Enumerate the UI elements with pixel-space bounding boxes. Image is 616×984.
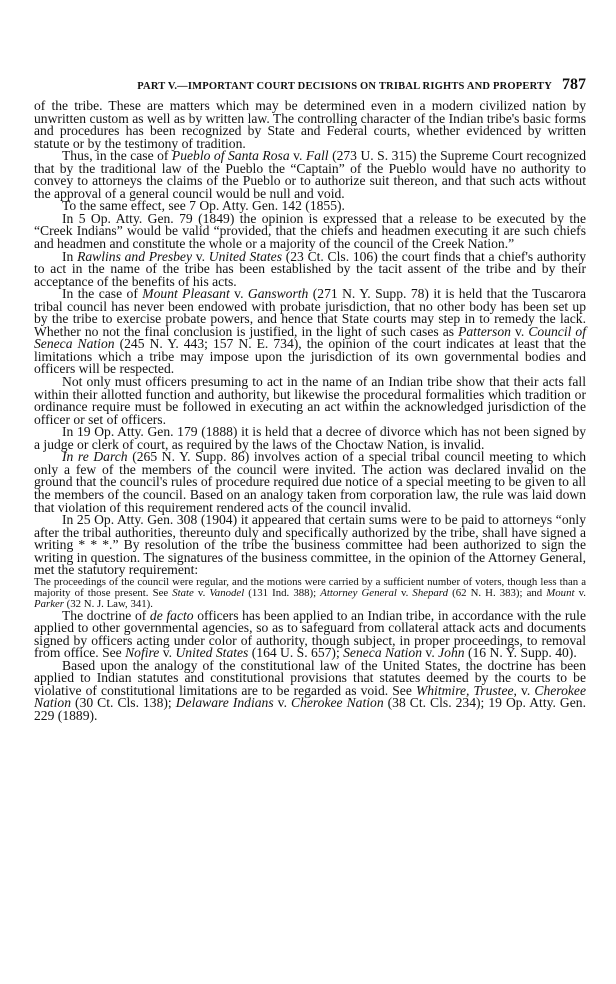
paragraph — [34, 248, 586, 289]
text-run: (273 U. S. 315) the Supreme Court recognized that by the traditional law of the Pueblo the “Captain” of the Pueblo would have no authority to convey to attorneys the claims of the Pueblo or to authorize suit thereon, and that such acts without the approval of a general council would be null and void. — [34, 148, 587, 201]
running-head — [34, 76, 586, 94]
paragraph — [34, 657, 586, 723]
text-run: v. — [229, 286, 248, 302]
text-run: v. — [510, 323, 529, 339]
text-run: The proceedings of the council were regular, and the motions were carried by a sufficient number of voters, though less than a majority of those present. See — [34, 575, 586, 599]
running-head-title: PART V.—IMPORTANT COURT DECISIONS ON TRIBAL RIGHTS AND PROPERTY — [137, 81, 552, 92]
text-run: (23 Ct. Cls. 106) the court finds that a chief's authority to act in the name of the tribe has been established by the tacit assent of the tribe and by their acceptance of the benefits of his acts. — [34, 248, 586, 289]
italic-run: Nofire — [125, 645, 160, 661]
text-run: In 25 Op. Atty. Gen. 308 (1904) it appeared that certain sums were to be paid to attorneys “only after the tribal authorities, thereunto duly and specifically authorized by the tribe, shall have signed a writing * * *.” By resolution of the tribe the business committee had been authorized to sign the writing in question. The signatures of the business committee, in the opinion of the Attorney General, met the statutory requirement: — [34, 512, 586, 578]
italic-run: State — [172, 586, 194, 599]
text-run: (62 N. H. 383); and — [448, 586, 547, 599]
italic-run: Mount — [546, 586, 575, 599]
text-run: Thus, in the case of — [62, 148, 172, 164]
italic-run: Vanodel — [209, 586, 245, 599]
text-run: , v. — [513, 682, 535, 698]
italic-run: Cherokee Nation — [291, 695, 384, 711]
text-run: officers has been applied to an Indian tribe, in accordance with the rule applied to other governmental agencies, so as to safeguard from collateral attack acts and documents signed by officers acting under color of authority, though subject, in proper proceedings, to removal from office. See — [34, 607, 586, 661]
text-run: (164 U. S. 657); — [248, 645, 344, 661]
text-run: In — [62, 248, 78, 264]
text-run: (38 Ct. Cls. 234); 19 Op. Atty. Gen. 229 (1889). — [34, 695, 586, 723]
paragraph — [34, 100, 586, 150]
text-run: (271 N. Y. Supp. 78) it is held that the Tuscarora tribal council has never been endowed with probate jurisdiction, that no other body has been set up by the tribe to exercise probate powers, and hence that State courts may step in to remedy the lack. Whether no not the final conclusion is justified, in the light of such cases as — [34, 286, 587, 339]
italic-run: United States — [208, 248, 282, 264]
text-run: v. — [396, 586, 413, 599]
italic-run: Pueblo of Santa Rosa — [171, 148, 290, 164]
italic-run: Attorney General — [320, 586, 397, 599]
italic-run: Cherokee Nation — [34, 682, 586, 711]
paragraph — [34, 288, 586, 376]
text-run: of the tribe. These are matters which may be determined even in a modern civilized nation by unwritten custom as well as by written law. The controlling character of the Indian tribe's basic forms and procedures has been recognized by State and Federal courts, whether evidenced by written statute or by the testimony of tradition. — [34, 98, 586, 151]
text-run: v. — [574, 586, 586, 599]
italic-run: Patterson — [458, 323, 511, 339]
italic-run: Gansworth — [247, 286, 309, 302]
italic-run: de facto — [149, 607, 194, 623]
text-run: To the same effect, see 7 Op. Atty. Gen. 142 (1855). — [62, 198, 345, 214]
text-run: Not only must officers presuming to act in the name of an Indian tribe show that their acts fall within their allotted function and authority, but likewise the procedural formalities which tradition or ordinance require must be followed in executing an act within the acknowledged jurisdiction of the officer or set of officers. — [34, 374, 586, 427]
text-run: In the case of — [62, 286, 143, 302]
italic-run: John — [438, 645, 465, 661]
text-run: v. — [193, 586, 210, 599]
italic-run: Fall — [305, 148, 329, 164]
text-run: (265 N. Y. Supp. 86) involves action of a special tribal council meeting to which only a few of the members of the council were invited. The action was declared invalid on the ground that the council's rules of procedure required due notice of a special meeting to be given to all the members of the council. Based on an analogy taken from corporation law, the rule was laid down that violation of this requirement rendered acts of the council invalid. — [34, 449, 587, 515]
text-run: In 19 Op. Atty. Gen. 179 (1888) it is held that a decree of divorce which has not been signed by a judge or clerk of court, as required by the laws of the Choctaw Nation, is invalid. — [34, 424, 586, 452]
text-run: Based upon the analogy of the constitutional law of the United States, the doctrine has been applied to Indian statutes and constitutional provisions that statutes deemed by the courts to be violative of constitutional limitations are to be regarded as void. See — [34, 657, 586, 698]
paragraph — [34, 451, 586, 514]
italic-run: Shepard — [412, 586, 449, 599]
text-run: v. — [159, 645, 176, 661]
italic-run: United States — [175, 645, 249, 661]
text-run: The doctrine of — [62, 607, 150, 623]
italic-run: Seneca Nation — [343, 645, 423, 661]
block-quote — [34, 577, 586, 610]
text-run: v. — [289, 148, 306, 164]
text-run: (245 N. Y. 443; 157 N. E. 734), the opinion of the court indicates at least that the limitations which a tribe may impose upon the jurisdiction of its own governmental bodies and officers will be respected. — [34, 336, 587, 377]
italic-run: Delaware Indians — [175, 695, 274, 711]
text-run: (16 N. Y. Supp. 40). — [464, 645, 577, 661]
text-run: v. — [422, 645, 439, 661]
text-run: (32 N. J. Law, 341). — [63, 597, 153, 610]
italic-run: Parker — [34, 597, 64, 610]
text-run: (30 Ct. Cls. 138); — [71, 695, 176, 711]
italic-run: Mount Pleasant — [142, 286, 230, 302]
italic-run: In re Darch — [62, 449, 128, 465]
text-run: In 5 Op. Atty. Gen. 79 (1849) the opinion is expressed that a release to be executed by the “Creek Indians” would be valid “provided, that the chiefs and headmen executing it are such chiefs and headmen and constitute the whole or a majority of the council of the Creek Nation.” — [34, 210, 586, 252]
body-text — [34, 100, 586, 722]
paragraph — [34, 376, 586, 426]
text-run: v. — [192, 248, 209, 264]
page-number: 787 — [562, 76, 586, 93]
italic-run: Council of Seneca Nation — [34, 323, 586, 352]
paragraph — [34, 426, 586, 451]
paragraph — [34, 607, 586, 661]
paragraph — [34, 514, 586, 577]
italic-run: Whitmire, Trustee — [415, 682, 514, 698]
paragraph — [34, 150, 586, 200]
italic-run: Rawlins and Presbey — [77, 248, 193, 264]
text-run: (131 Ind. 388); — [244, 586, 321, 599]
text-run: v. — [273, 695, 291, 711]
paragraph — [34, 210, 586, 252]
